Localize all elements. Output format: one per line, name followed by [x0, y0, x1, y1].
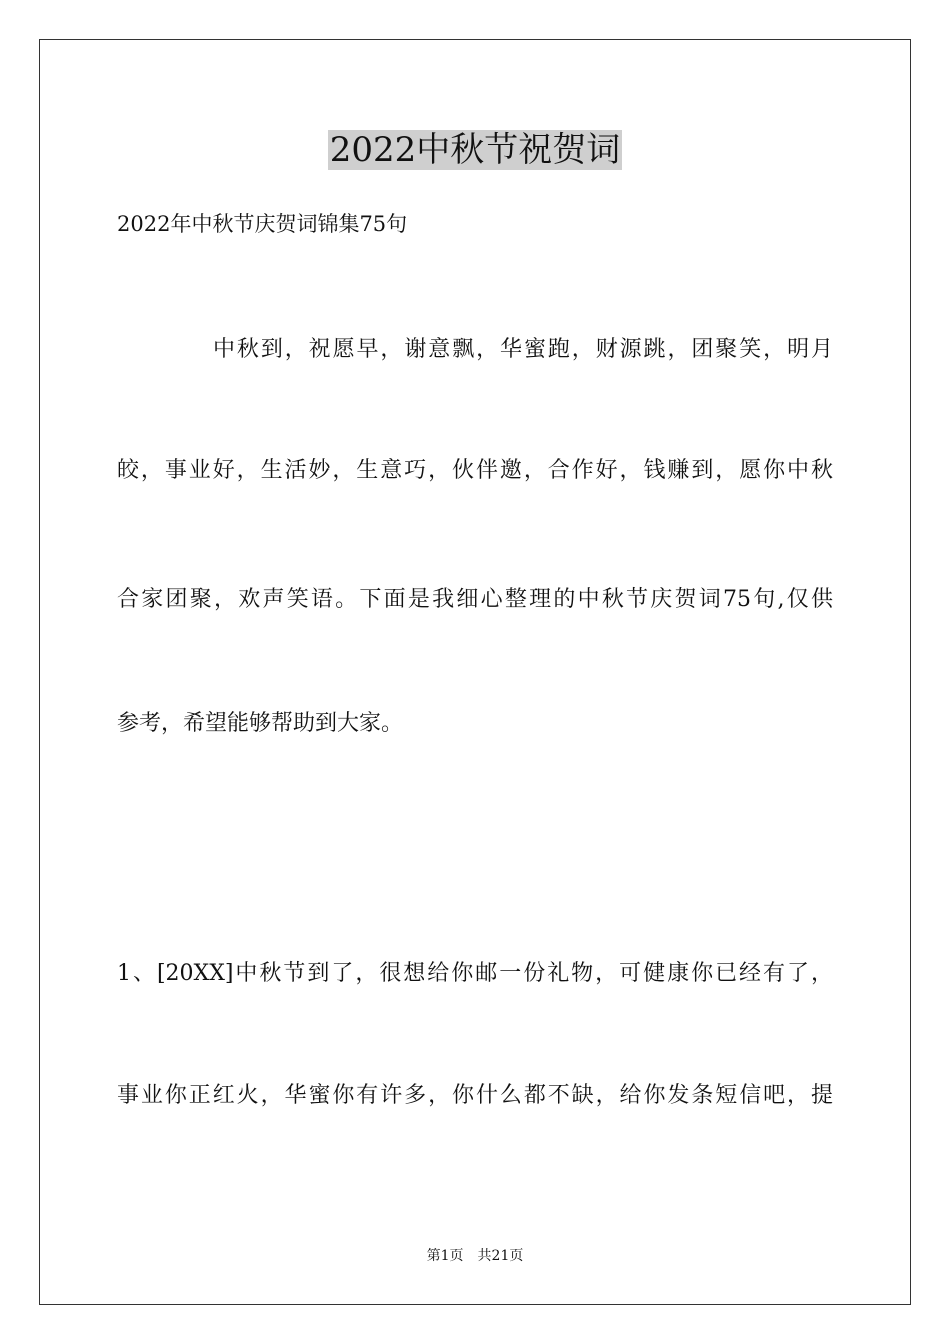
document-title	[0, 128, 950, 172]
page-footer: 第1页 共21页	[426, 1248, 524, 1264]
intro-line-3: 合家团聚，欢声笑语。下面是我细心整理的中秋节庆贺词75句,仅供	[117, 587, 833, 612]
document-subtitle: 2022年中秋节庆贺词锦集75句	[117, 212, 408, 236]
intro-line-2: 皎，事业好，生活妙，生意巧，伙伴邀，合作好，钱赚到，愿你中秋	[117, 458, 833, 483]
intro-line-4: 参考，希望能够帮助到大家。	[117, 711, 404, 736]
item1-line-2: 事业你正红火，华蜜你有许多，你什么都不缺，给你发条短信吧，提	[117, 1083, 833, 1108]
document-title-text: 2022中秋节祝贺词	[329, 130, 621, 170]
intro-line-1: 中秋到，祝愿早，谢意飘，华蜜跑，财源跳，团聚笑，明月	[213, 337, 833, 362]
item1-line-1: 1、[20XX]中秋节到了，很想给你邮一份礼物，可健康你已经有了，	[117, 961, 833, 986]
